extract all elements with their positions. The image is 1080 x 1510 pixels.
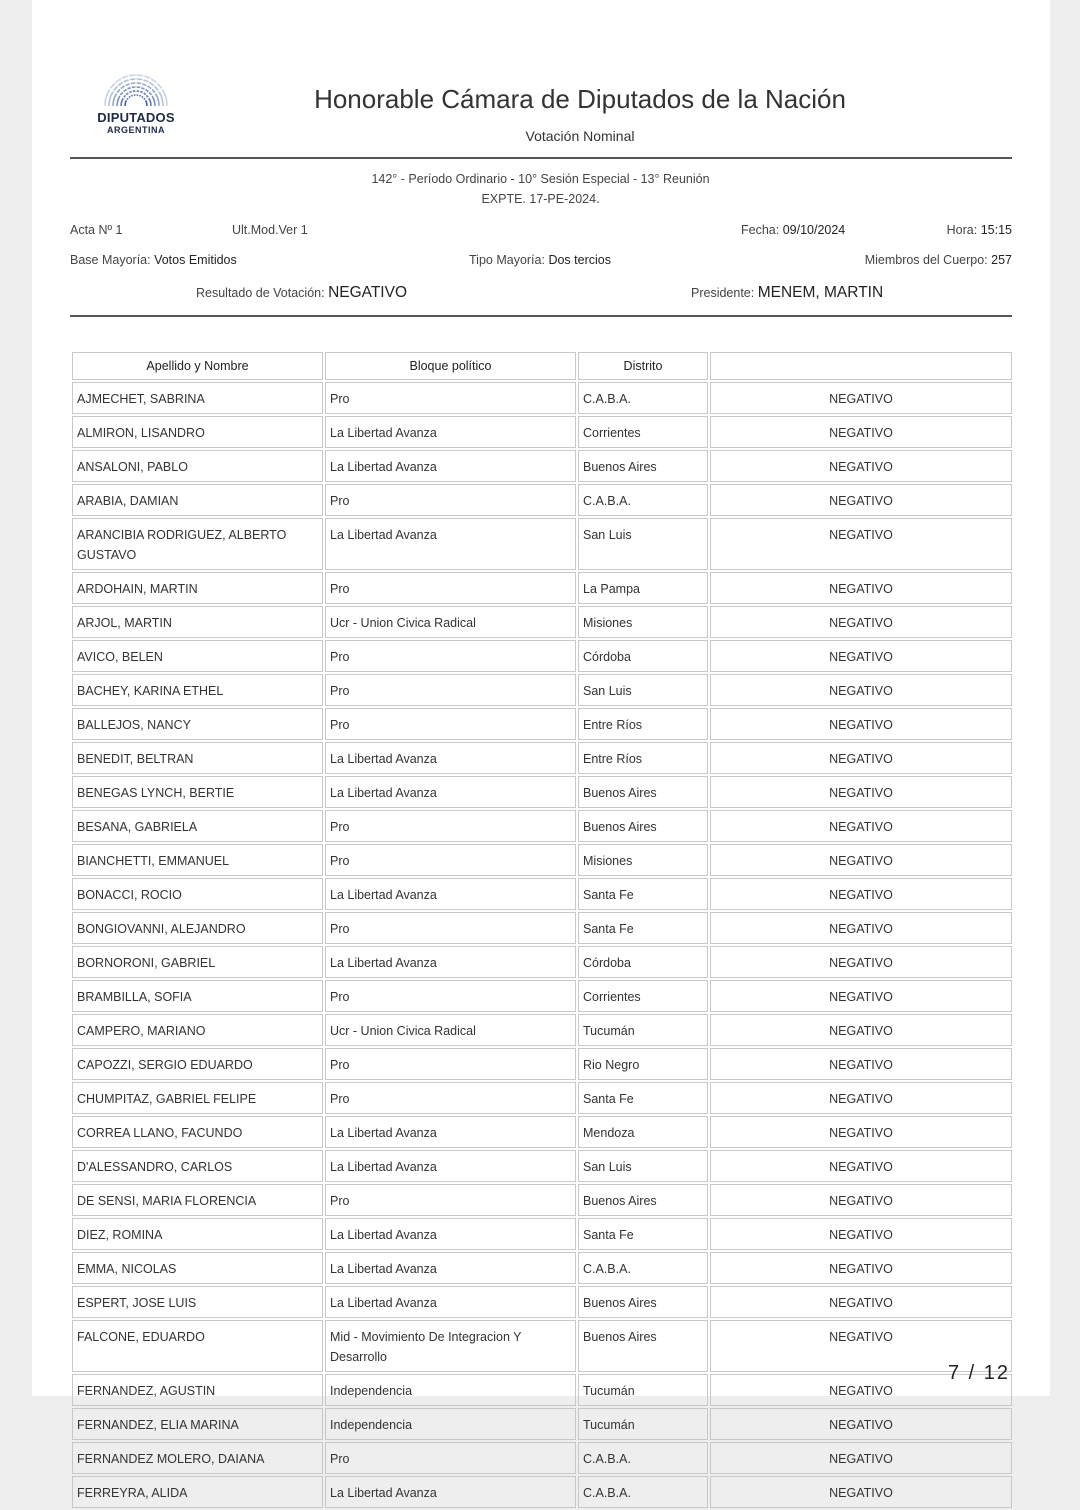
table-row [72,1476,1012,1508]
cell-apellido-nombre: ANSALONI, PABLO [72,450,323,482]
cell-distrito: C.A.B.A. [578,1252,708,1284]
cell-bloque-politico: La Libertad Avanza [325,1252,576,1284]
cell-bloque-politico: Pro [325,912,576,944]
table-row [72,844,1012,876]
resultado-label: Resultado de Votación: [196,286,325,300]
table-row [72,708,1012,740]
cell-distrito: Corrientes [578,980,708,1012]
cell-apellido-nombre: BENEGAS LYNCH, BERTIE [72,776,323,808]
table-row [72,416,1012,448]
cell-voto: NEGATIVO [710,1048,1012,1080]
cell-bloque-politico: Mid - Movimiento De Integracion Y Desarrollo [325,1320,576,1372]
cell-apellido-nombre: BIANCHETTI, EMMANUEL [72,844,323,876]
cell-distrito: San Luis [578,518,708,570]
cell-apellido-nombre: BENEDIT, BELTRAN [72,742,323,774]
cell-voto: NEGATIVO [710,1082,1012,1114]
table-row [72,1408,1012,1440]
cell-distrito: Entre Ríos [578,742,708,774]
cell-apellido-nombre: BONACCI, ROCIO [72,878,323,910]
cell-bloque-politico: Ucr - Union Civica Radical [325,1014,576,1046]
cell-bloque-politico: La Libertad Avanza [325,1218,576,1250]
document-page [32,0,1050,1500]
table-row [72,1048,1012,1080]
cell-voto: NEGATIVO [710,1286,1012,1318]
table-row [72,1116,1012,1148]
cell-distrito: Tucumán [578,1408,708,1440]
table-row [72,674,1012,706]
cell-apellido-nombre: ALMIRON, LISANDRO [72,416,323,448]
cell-apellido-nombre: CORREA LLANO, FACUNDO [72,1116,323,1148]
cell-apellido-nombre: ESPERT, JOSE LUIS [72,1286,323,1318]
table-row [72,1286,1012,1318]
table-row [72,1218,1012,1250]
base-mayoria-label: Base Mayoría: [70,253,151,267]
presidente-label: Presidente: [691,286,755,300]
cell-apellido-nombre: FERNANDEZ, AGUSTIN [72,1374,323,1406]
table-row [72,1014,1012,1046]
table-row [72,572,1012,604]
cell-voto: NEGATIVO [710,640,1012,672]
cell-distrito: Córdoba [578,640,708,672]
votes-table-body [72,382,1012,1508]
cell-distrito: Tucumán [578,1014,708,1046]
cell-bloque-politico: Ucr - Union Civica Radical [325,606,576,638]
tipo-mayoria-field [469,253,611,267]
hora-label: Hora: [946,223,978,237]
cell-distrito: Misiones [578,844,708,876]
header-apellido-nombre: Apellido y Nombre [72,352,323,380]
cell-voto: NEGATIVO [710,1408,1012,1440]
cell-bloque-politico: La Libertad Avanza [325,1150,576,1182]
cell-voto: NEGATIVO [710,1014,1012,1046]
cell-bloque-politico: La Libertad Avanza [325,1476,576,1508]
cell-bloque-politico: La Libertad Avanza [325,1286,576,1318]
cell-distrito: Corrientes [578,416,708,448]
cell-voto: NEGATIVO [710,1320,1012,1372]
table-row [72,946,1012,978]
table-row [72,980,1012,1012]
cell-bloque-politico: La Libertad Avanza [325,946,576,978]
cell-distrito: C.A.B.A. [578,484,708,516]
cell-apellido-nombre: CAPOZZI, SERGIO EDUARDO [72,1048,323,1080]
cell-voto: NEGATIVO [710,1218,1012,1250]
table-row [72,912,1012,944]
cell-bloque-politico: La Libertad Avanza [325,742,576,774]
cell-apellido-nombre: FERREYRA, ALIDA [72,1476,323,1508]
cell-bloque-politico: Pro [325,640,576,672]
cell-bloque-politico: La Libertad Avanza [325,1116,576,1148]
cell-distrito: Rio Negro [578,1048,708,1080]
cell-distrito: Entre Ríos [578,708,708,740]
table-row [72,484,1012,516]
ult-mod-version: Ult.Mod.Ver 1 [232,223,308,237]
cell-apellido-nombre: BESANA, GABRIELA [72,810,323,842]
table-row [72,1252,1012,1284]
cell-distrito: Buenos Aires [578,1320,708,1372]
header-bloque-politico: Bloque político [325,352,576,380]
cell-apellido-nombre: DE SENSI, MARIA FLORENCIA [72,1184,323,1216]
cell-voto: NEGATIVO [710,484,1012,516]
cell-distrito: Misiones [578,606,708,638]
cell-voto: NEGATIVO [710,518,1012,570]
table-row [72,1374,1012,1406]
cell-bloque-politico: Pro [325,1048,576,1080]
table-row [72,776,1012,808]
cell-distrito: San Luis [578,1150,708,1182]
cell-bloque-politico: Pro [325,382,576,414]
miembros-label: Miembros del Cuerpo: [864,253,988,267]
presidente-field [691,284,883,302]
cell-bloque-politico: Pro [325,844,576,876]
votes-table [70,350,1014,1510]
cell-apellido-nombre: AVICO, BELEN [72,640,323,672]
cell-apellido-nombre: BONGIOVANNI, ALEJANDRO [72,912,323,944]
session-line: 142° - Período Ordinario - 10° Sesión Especial - 13° Reunión [371,172,710,186]
table-row [72,1150,1012,1182]
cell-bloque-politico: Pro [325,810,576,842]
table-row [72,1320,1012,1372]
table-row [72,606,1012,638]
cell-bloque-politico: La Libertad Avanza [325,878,576,910]
cell-distrito: Buenos Aires [578,776,708,808]
logo-line-2: ARGENTINA [107,125,165,135]
header-voto [710,352,1012,380]
cell-voto: NEGATIVO [710,1116,1012,1148]
miembros-field [865,253,1012,267]
cell-distrito: Mendoza [578,1116,708,1148]
hora-field [947,223,1012,237]
cell-voto: NEGATIVO [710,1150,1012,1182]
table-row [72,450,1012,482]
fecha-value: 09/10/2024 [782,223,846,237]
table-row [72,878,1012,910]
page-indicator: 7 / 12 [947,1362,1010,1384]
cell-bloque-politico: La Libertad Avanza [325,416,576,448]
table-row [72,1442,1012,1474]
cell-voto: NEGATIVO [710,1476,1012,1508]
hora-value: 15:15 [980,223,1012,237]
cell-apellido-nombre: FERNANDEZ, ELIA MARINA [72,1408,323,1440]
cell-voto: NEGATIVO [710,1252,1012,1284]
table-header-row [72,352,1012,380]
document-title: Honorable Cámara de Diputados de la Nación [314,84,846,114]
cell-voto: NEGATIVO [710,742,1012,774]
cell-distrito: Santa Fe [578,912,708,944]
cell-voto: NEGATIVO [710,1374,1012,1406]
cell-apellido-nombre: ARJOL, MARTIN [72,606,323,638]
cell-apellido-nombre: BORNORONI, GABRIEL [72,946,323,978]
cell-voto: NEGATIVO [710,980,1012,1012]
cell-voto: NEGATIVO [710,844,1012,876]
tipo-mayoria-label: Tipo Mayoría: [469,253,545,267]
cell-distrito: San Luis [578,674,708,706]
cell-voto: NEGATIVO [710,878,1012,910]
cell-apellido-nombre: AJMECHET, SABRINA [72,382,323,414]
meta-divider [70,315,1012,317]
cell-voto: NEGATIVO [710,1442,1012,1474]
cell-voto: NEGATIVO [710,946,1012,978]
cell-distrito: Córdoba [578,946,708,978]
table-row [72,810,1012,842]
acta-number: Acta Nº 1 [70,223,123,237]
cell-bloque-politico: Pro [325,980,576,1012]
table-row [72,640,1012,672]
resultado-field [196,284,407,302]
cell-apellido-nombre: BACHEY, KARINA ETHEL [72,674,323,706]
cell-apellido-nombre: CHUMPITAZ, GABRIEL FELIPE [72,1082,323,1114]
logo-line-1: DIPUTADOS [97,110,175,125]
cell-voto: NEGATIVO [710,776,1012,808]
cell-voto: NEGATIVO [710,1184,1012,1216]
presidente-value: MENEM, MARTIN [757,284,884,301]
cell-voto: NEGATIVO [710,450,1012,482]
cell-distrito: Buenos Aires [578,450,708,482]
cell-distrito: Buenos Aires [578,1286,708,1318]
cell-bloque-politico: Pro [325,572,576,604]
fecha-label: Fecha: [741,223,780,237]
cell-apellido-nombre: EMMA, NICOLAS [72,1252,323,1284]
cell-distrito: Tucumán [578,1374,708,1406]
cell-bloque-politico: La Libertad Avanza [325,776,576,808]
cell-voto: NEGATIVO [710,606,1012,638]
table-row [72,1184,1012,1216]
cell-bloque-politico: La Libertad Avanza [325,450,576,482]
table-row [72,518,1012,570]
tipo-mayoria-value: Dos tercios [548,253,611,267]
miembros-value: 257 [991,253,1012,267]
cell-voto: NEGATIVO [710,810,1012,842]
cell-bloque-politico: Pro [325,484,576,516]
document-subtitle: Votación Nominal [525,128,635,144]
cell-bloque-politico: La Libertad Avanza [325,518,576,570]
cell-voto: NEGATIVO [710,382,1012,414]
resultado-value: NEGATIVO [328,284,408,301]
cell-distrito: C.A.B.A. [578,1442,708,1474]
table-row [72,1082,1012,1114]
cell-apellido-nombre: D'ALESSANDRO, CARLOS [72,1150,323,1182]
cell-apellido-nombre: BRAMBILLA, SOFIA [72,980,323,1012]
cell-apellido-nombre: BALLEJOS, NANCY [72,708,323,740]
cell-distrito: Santa Fe [578,1218,708,1250]
cell-apellido-nombre: FALCONE, EDUARDO [72,1320,323,1372]
table-row [72,742,1012,774]
cell-bloque-politico: Pro [325,1442,576,1474]
base-mayoria-value: Votos Emitidos [154,253,237,267]
cell-voto: NEGATIVO [710,912,1012,944]
cell-distrito: C.A.B.A. [578,1476,708,1508]
cell-distrito: Santa Fe [578,1082,708,1114]
cell-bloque-politico: Pro [325,1184,576,1216]
cell-distrito: La Pampa [578,572,708,604]
cell-apellido-nombre: ARANCIBIA RODRIGUEZ, ALBERTO GUSTAVO [72,518,323,570]
cell-bloque-politico: Pro [325,1082,576,1114]
header-divider [70,157,1012,159]
cell-bloque-politico: Pro [325,708,576,740]
table-row [72,382,1012,414]
cell-distrito: Buenos Aires [578,1184,708,1216]
cell-voto: NEGATIVO [710,674,1012,706]
cell-apellido-nombre: CAMPERO, MARIANO [72,1014,323,1046]
cell-voto: NEGATIVO [710,572,1012,604]
cell-voto: NEGATIVO [710,416,1012,448]
cell-distrito: C.A.B.A. [578,382,708,414]
cell-voto: NEGATIVO [710,708,1012,740]
header-distrito: Distrito [578,352,708,380]
base-mayoria-field [70,253,237,267]
cell-distrito: Santa Fe [578,878,708,910]
cell-bloque-politico: Independencia [325,1374,576,1406]
cell-apellido-nombre: DIEZ, ROMINA [72,1218,323,1250]
fecha-field [741,223,845,237]
cell-distrito: Buenos Aires [578,810,708,842]
cell-bloque-politico: Independencia [325,1408,576,1440]
cell-apellido-nombre: FERNANDEZ MOLERO, DAIANA [72,1442,323,1474]
cell-apellido-nombre: ARABIA, DAMIAN [72,484,323,516]
expte-line: EXPTE. 17-PE-2024. [481,192,600,206]
cell-apellido-nombre: ARDOHAIN, MARTIN [72,572,323,604]
cell-bloque-politico: Pro [325,674,576,706]
